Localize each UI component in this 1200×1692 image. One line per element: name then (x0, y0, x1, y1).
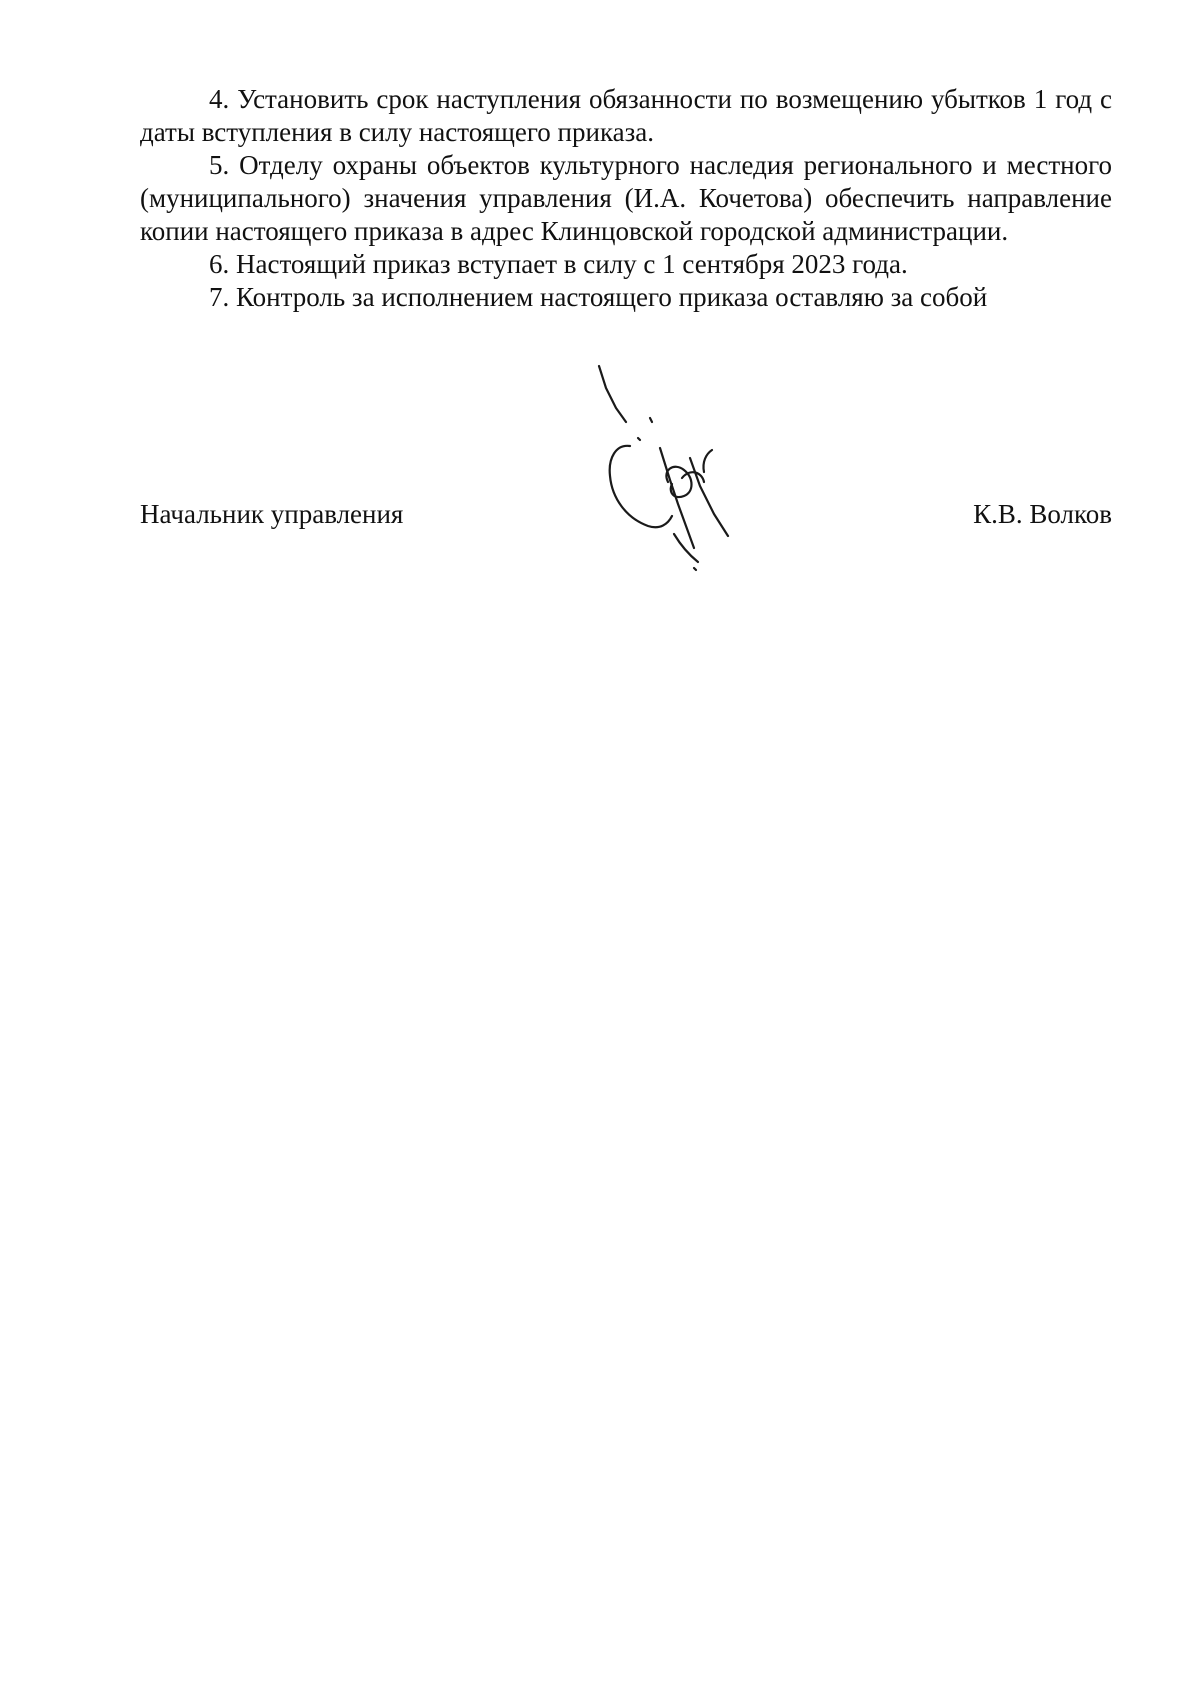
handwritten-signature-icon (590, 358, 770, 578)
paragraph-4: 4. Установить срок наступления обязанности по возмещению убытков 1 год с даты вступления в силу настоящего приказа. (140, 84, 1112, 147)
signature-block (140, 498, 1112, 538)
signatory-name: К.В. Волков (973, 499, 1112, 529)
paragraph-7: 7. Контроль за исполнением настоящего приказа оставляю за собой (209, 282, 988, 312)
paragraph-6: 6. Настоящий приказ вступает в силу с 1 сентября 2023 года. (209, 249, 908, 279)
signatory-position: Начальник управления (140, 499, 404, 529)
paragraph-5: 5. Отделу охраны объектов культурного наследия регионального и местного (муниципального) значения управления (И.А. Кочетова) обеспечить направление копии настоящего приказа в адрес Клинцовской городской администрации. (140, 150, 1112, 246)
document-body (140, 83, 1112, 314)
